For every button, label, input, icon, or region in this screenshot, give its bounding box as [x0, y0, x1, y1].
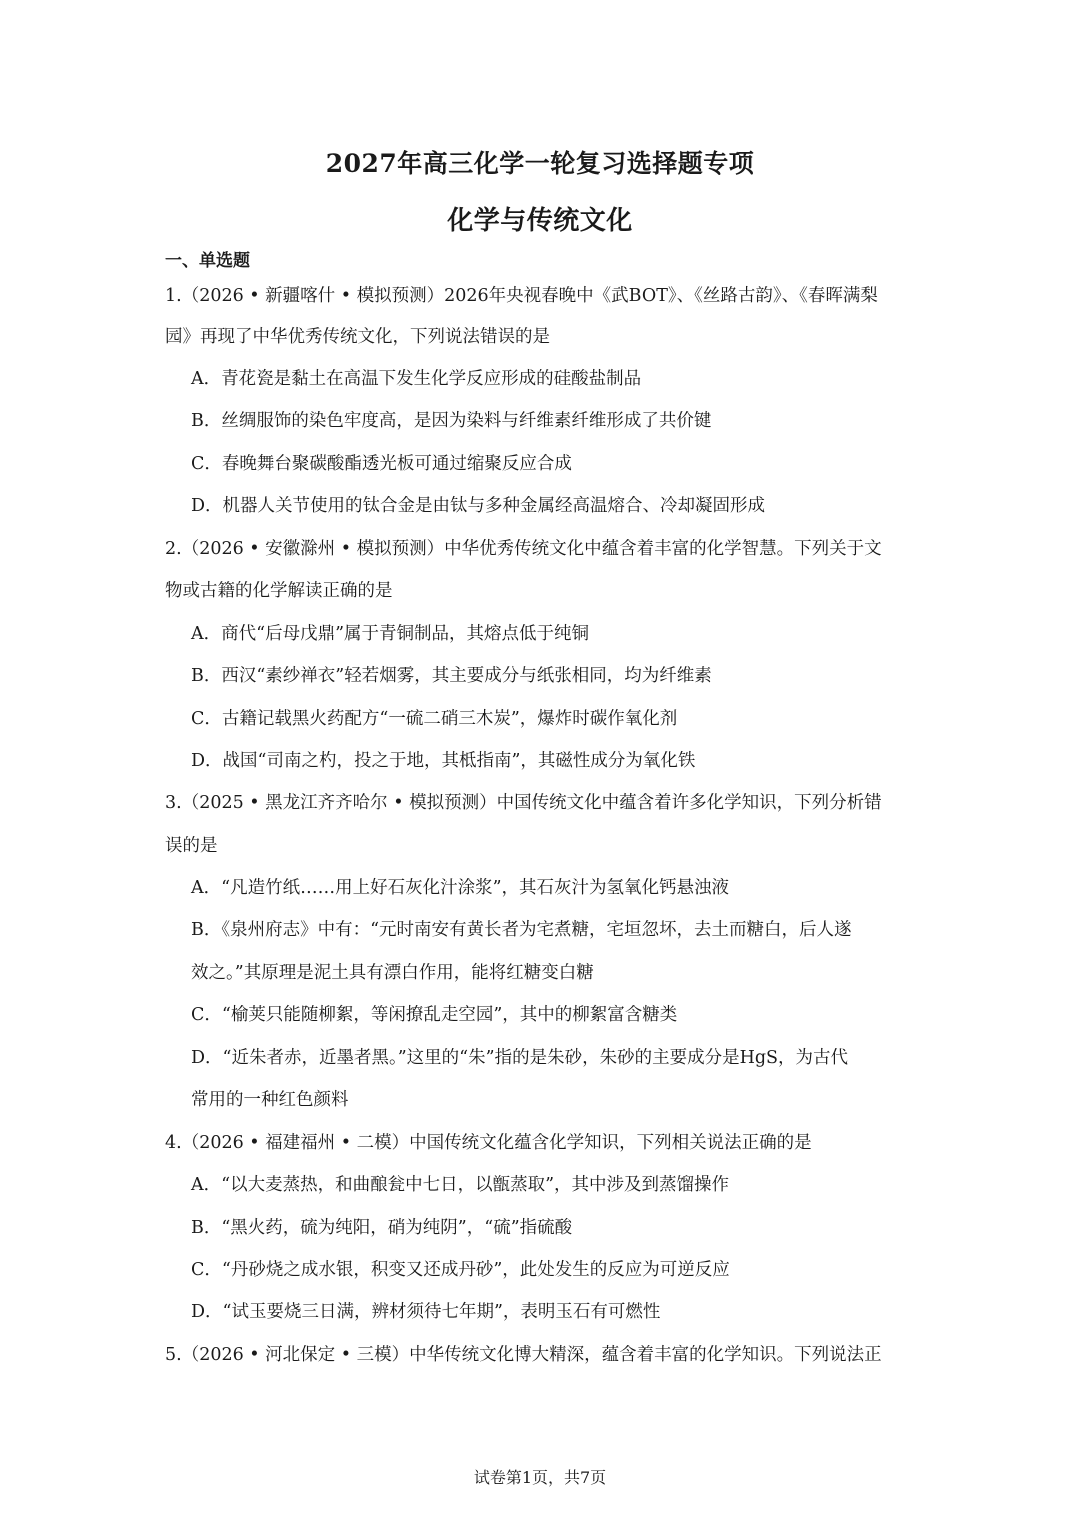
question-2-option-b: B．西汉“素纱禅衣”轻若烟雾，其主要成分与纸张相同，均为纤维素 — [191, 666, 712, 686]
question-3-option-d-line1: D．“近朱者赤，近墨者黑。”这里的“朱”指的是朱砂，朱砂的主要成分是HgS，为古代 — [191, 1048, 849, 1068]
question-4-option-c: C．“丹砂烧之成水银，积变又还成丹砂”，此处发生的反应为可逆反应 — [191, 1260, 730, 1280]
question-3-stem-line1: 3.（2025 • 黑龙江齐齐哈尔 • 模拟预测）中国传统文化中蕴含着许多化学知识，下列分析错 — [165, 793, 882, 813]
section-heading: 一、单选题 — [165, 251, 250, 271]
question-4-stem: 4.（2026 • 福建福州 • 二模）中国传统文化蕴含化学知识，下列相关说法正确的是 — [165, 1133, 812, 1153]
question-1-option-a: A．青花瓷是黏土在高温下发生化学反应形成的硅酸盐制品 — [191, 369, 642, 389]
question-3-option-b-line2: 效之。”其原理是泥土具有漂白作用，能将红糖变白糖 — [191, 963, 594, 983]
question-4-option-d: D．“试玉要烧三日满，辨材须待七年期”，表明玉石有可燃性 — [191, 1302, 661, 1322]
question-4-option-b: B．“黑火药，硫为纯阳，硝为纯阴”，“硫”指硫酸 — [191, 1218, 573, 1238]
question-1-option-b: B．丝绸服饰的染色牢度高，是因为染料与纤维素纤维形成了共价键 — [191, 411, 712, 431]
question-2-option-c: C．古籍记载黑火药配方“一硫二硝三木炭”，爆炸时碳作氧化剂 — [191, 709, 678, 729]
question-3-option-d-line2: 常用的一种红色颜料 — [191, 1090, 349, 1110]
question-1-stem-line2: 园》再现了中华优秀传统文化，下列说法错误的是 — [165, 327, 550, 347]
question-2-stem-line1: 2.（2026 • 安徽滁州 • 模拟预测）中华优秀传统文化中蕴含着丰富的化学智慧。下列关于文 — [165, 539, 882, 559]
question-3-option-b-line1: B．《泉州府志》中有：“元时南安有黄长者为宅煮糖，宅垣忽坏，去土而糖白，后人遂 — [191, 920, 852, 940]
exam-subtitle: 化学与传统文化 — [447, 206, 633, 236]
question-1-option-c: C．春晚舞台聚碳酸酯透光板可通过缩聚反应合成 — [191, 454, 572, 474]
question-4-option-a: A．“以大麦蒸热，和曲酿瓮中七日，以甑蒸取”，其中涉及到蒸馏操作 — [191, 1175, 730, 1195]
question-2-option-d: D．战国“司南之杓，投之于地，其柢指南”，其磁性成分为氧化铁 — [191, 751, 696, 771]
question-5-stem-line1: 5.（2026 • 河北保定 • 三模）中华传统文化博大精深，蕴含着丰富的化学知识。下列说法正 — [165, 1345, 882, 1365]
question-3-stem-line2: 误的是 — [165, 836, 218, 856]
question-3-option-c: C．“榆荚只能随柳絮，等闲撩乱走空园”，其中的柳絮富含糖类 — [191, 1005, 678, 1025]
question-1-stem-line1: 1.（2026 • 新疆喀什 • 模拟预测）2026年央视春晚中《武BOT》、《丝路古韵》、《春晖满梨 — [165, 286, 878, 306]
question-2-stem-line2: 物或古籍的化学解读正确的是 — [165, 581, 393, 601]
question-1-option-d: D．机器人关节使用的钛合金是由钛与多种金属经高温熔合、冷却凝固形成 — [191, 496, 766, 516]
question-2-option-a: A．商代“后母戊鼎”属于青铜制品，其熔点低于纯铜 — [191, 624, 590, 644]
page-footer: 试卷第1页，共7页 — [473, 1468, 607, 1487]
question-3-option-a: A．“凡造竹纸……用上好石灰化汁涂浆”，其石灰汁为氢氧化钙悬浊液 — [191, 878, 730, 898]
exam-title: 2027年高三化学一轮复习选择题专项 — [325, 149, 755, 178]
